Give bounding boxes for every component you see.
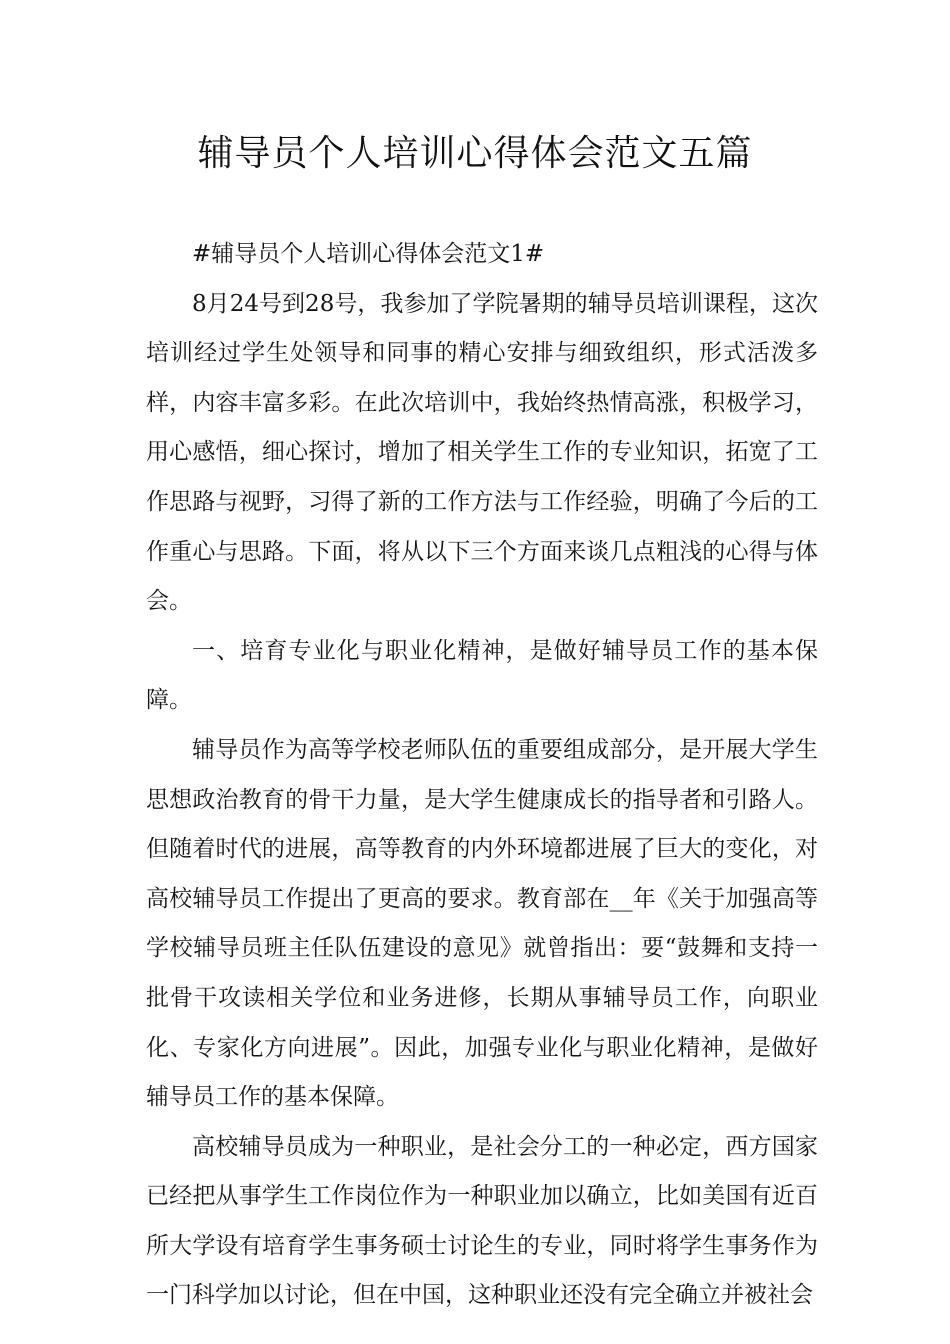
body-paragraph: 8月24号到28号，我参加了学院暑期的辅导员培训课程，这次培训经过学生处领导和同事的精心安排与细致组织，形式活泼多样，内容丰富多彩。在此次培训中，我始终热情高涨，积极学习，用心感悟，细心探讨，增加了相关学生工作的专业知识，拓宽了工作思路与视野，习得了新的工作方法与工作经验，明确了今后的工作重心与思路。下面，将从以下三个方面来谈几点粗浅的心得与体会。 <box>146 290 818 615</box>
body-paragraph: 高校辅导员成为一种职业，是社会分工的一种必定，西方国家已经把从事学生工作岗位作为一种职业加以确立，比如美国有近百所大学设有培育学生事务硕士讨论生的专业，同时将学生事务作为一门科学加以讨论，但在中国，这种职业还没有完全确立并被社会 <box>146 1133 818 1309</box>
body-paragraph: 一、培育专业化与职业化精神，是做好辅导员工作的基本保障。 <box>146 637 818 714</box>
document-title: 辅导员个人培训心得体会范文五篇 <box>197 133 753 174</box>
document-body <box>146 230 818 1321</box>
section-heading: #辅导员个人培训心得体会范文1# <box>192 241 545 267</box>
body-paragraph: 辅导员作为高等学校老师队伍的重要组成部分，是开展大学生思想政治教育的骨干力量，是大学生健康成长的指导者和引路人。但随着时代的进展，高等教育的内外环境都进展了巨大的变化，对高校辅导员工作提出了更高的要求。教育部在__年《关于加强高等学校辅导员班主任队伍建设的意见》就曾指出：要“鼓舞和支持一批骨干攻读相关学位和业务进修，长期从事辅导员工作，向职业化、专家化方向进展”。因此，加强专业化与职业化精神，是做好辅导员工作的基本保障。 <box>146 736 818 1111</box>
